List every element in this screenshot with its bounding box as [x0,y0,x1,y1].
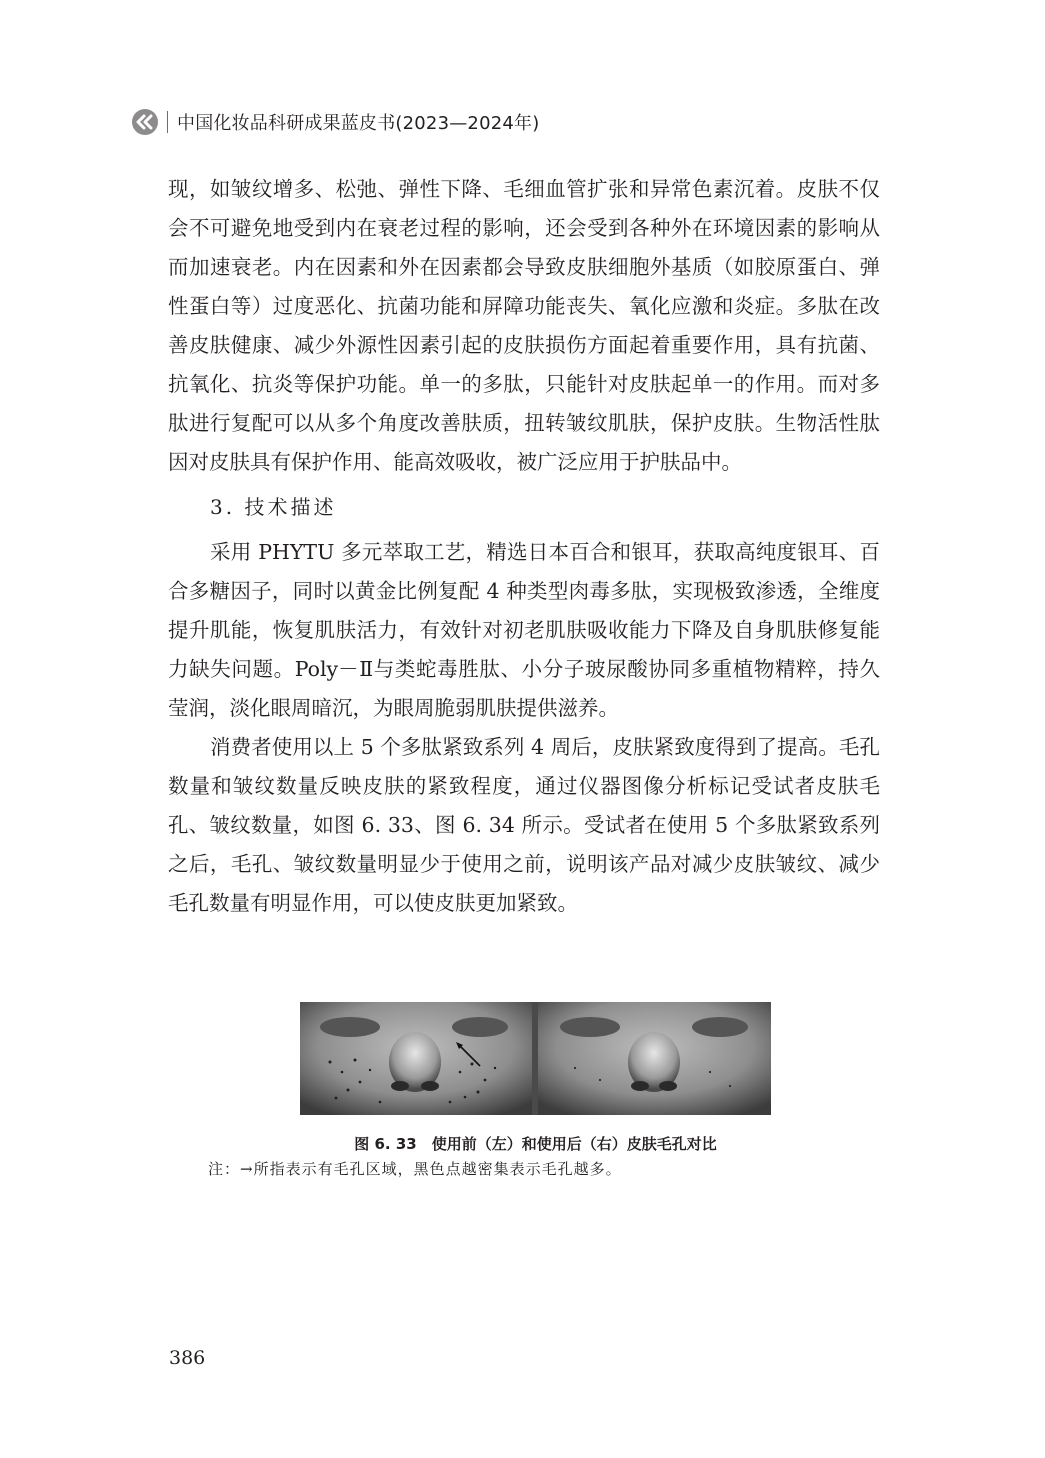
figure-note: 注：→所指表示有毛孔区域，黑色点越密集表示毛孔越多。 [208,1160,622,1178]
section-heading: 3. 技术描述 [210,495,337,519]
double-chevron-left-icon [132,109,158,135]
header-divider [167,111,168,133]
paragraph-results: 消费者使用以上 5 个多肽紧致系列 4 周后，皮肤紧致度得到了提高。毛孔数量和皱纹数量反映皮肤的紧致程度，通过仪器图像分析标记受试者皮肤毛孔、皱纹数量，如图 6. 33、图 6. 34 所示。受试者在使用 5 个多肽紧致系列之后，毛孔、皱纹数量明显少于使用之前，说明该产品对减少皮肤皱纹、减少毛孔数量有明显作用，可以使皮肤更加紧致。 [168,735,880,915]
pore-comparison-figure [300,1002,771,1115]
paragraph-aging-factors: 现，如皱纹增多、松弛、弹性下降、毛细血管扩张和异常色素沉着。皮肤不仅会不可避免地受到内在衰老过程的影响，还会受到各种外在环境因素的影响从而加速衰老。内在因素和外在因素都会导致皮肤细胞外基质（如胶原蛋白、弹性蛋白等）过度恶化、抗菌功能和屏障功能丧失、氧化应激和炎症。多肽在改善皮肤健康、减少外源性因素引起的皮肤损伤方面起着重要作用，具有抗菌、抗氧化、抗炎等保护功能。单一的多肽，只能针对皮肤起单一的作用。而对多肽进行复配可以从多个角度改善肤质，扭转皱纹肌肤，保护皮肤。生物活性肽因对皮肤具有保护作用、能高效吸收，被广泛应用于护肤品中。 [168,177,880,474]
book-title: 中国化妆品科研成果蓝皮书(2023—2024年) [177,113,540,134]
page-number: 386 [169,1347,206,1369]
figure-caption: 图 6. 33 使用前（左）和使用后（右）皮肤毛孔对比 [354,1135,717,1153]
running-header [132,106,539,138]
before-photo [300,1002,532,1115]
paragraph-technology: 采用 PHYTU 多元萃取工艺，精选日本百合和银耳，获取高纯度银耳、百合多糖因子，同时以黄金比例复配 4 种类型肉毒多肽，实现极致渗透，全维度提升肌能，恢复肌肤活力，有效针对初老肌肤吸收能力下降及自身肌肤修复能力缺失问题。Poly－Ⅱ与类蛇毒胜肽、小分子玻尿酸协同多重植物精粹，持久莹润，淡化眼周暗沉，为眼周脆弱肌肤提供滋养。 [168,540,880,720]
face-photos [300,1002,771,1115]
main-text [168,170,880,923]
after-photo [538,1002,771,1115]
